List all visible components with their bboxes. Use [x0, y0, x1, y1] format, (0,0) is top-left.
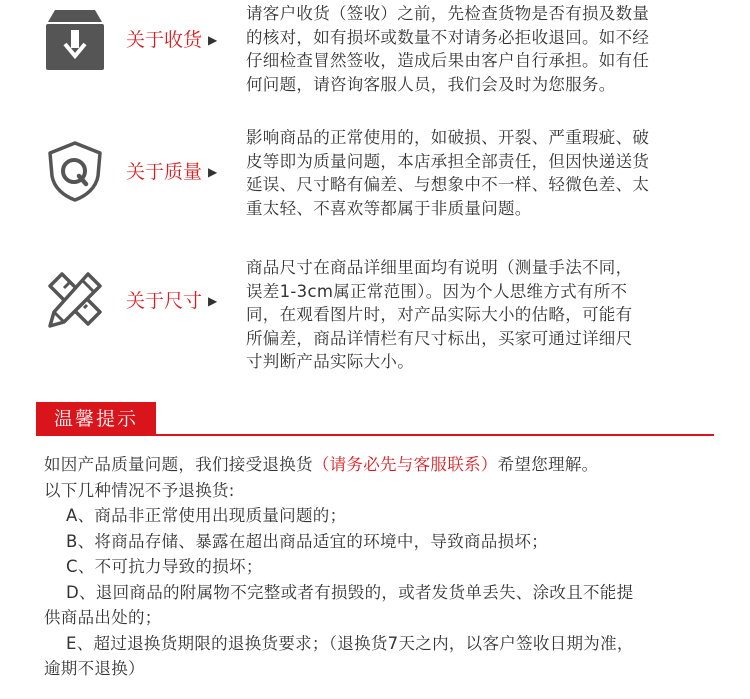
tips-item-continued: 供商品出处的；	[44, 608, 162, 627]
section-description: 商品尺寸在商品详细里面均有说明（测量手法不同， 误差1-3cm属正常范围）。因为个人思维方式有所不 同，在观看图片时，对产品实际大小的估略，可能有 所偏差，商品详情栏有尺寸标出，买家可通过详细尺 寸判断产品实际大小。	[246, 258, 633, 371]
tips-divider	[36, 434, 714, 436]
tips-subtitle: 以下几种情况不予退换货:	[44, 480, 235, 500]
tips-intro: 如因产品质量问题，我们接受退换货（请务必先与客服联系）希望您理解。	[44, 455, 599, 474]
tips-intro-highlight: （请务必先与客服联系）	[312, 455, 498, 474]
tips-item: A、商品非正常使用出现质量问题的；	[66, 506, 347, 525]
quality-shield-icon	[44, 140, 106, 202]
ruler-pencil-icon	[44, 268, 106, 330]
tips-title-badge: 温馨提示	[36, 402, 156, 436]
tips-item-continued: 逾期不退换）	[44, 659, 145, 678]
tips-item: D、退回商品的附属物不完整或者有损毁的，或者发货单丢失、涂改且不能提	[66, 582, 634, 602]
download-box-icon	[44, 8, 106, 70]
section-description: 请客户收货（签收）之前，先检查货物是否有损及数量 的核对，如有损坏或数量不对请务必拒收退回。如不经 仔细检查冒然签收，造成后果由客户自行承担。如有任 何问题，请咨询客服人员，我们会及时为您服务。	[246, 4, 650, 94]
section-description: 影响商品的正常使用的，如破损、开裂、严重瑕疵、破 皮等即为质量问题，本店承担全部责任，但因快递送货 延误、尺寸略有偏差、与想象中不一样、轻微色差、太 重太轻、不喜欢等都属于非质量问题。	[246, 128, 650, 218]
tips-item: E、超过退换货期限的退换货要求；（退换货7天之内，以客户签收日期为准，	[66, 633, 634, 653]
section-label: 关于尺寸 ▶	[126, 290, 218, 312]
tips-item: B、将商品存储、暴露在超出商品适宜的环境中，导致商品损坏；	[66, 531, 549, 551]
tips-item: C、不可抗力导致的损坏；	[66, 557, 263, 576]
tips-body	[44, 452, 724, 682]
section-label: 关于质量 ▶	[126, 161, 218, 183]
section-label: 关于收货 ▶	[126, 29, 218, 51]
